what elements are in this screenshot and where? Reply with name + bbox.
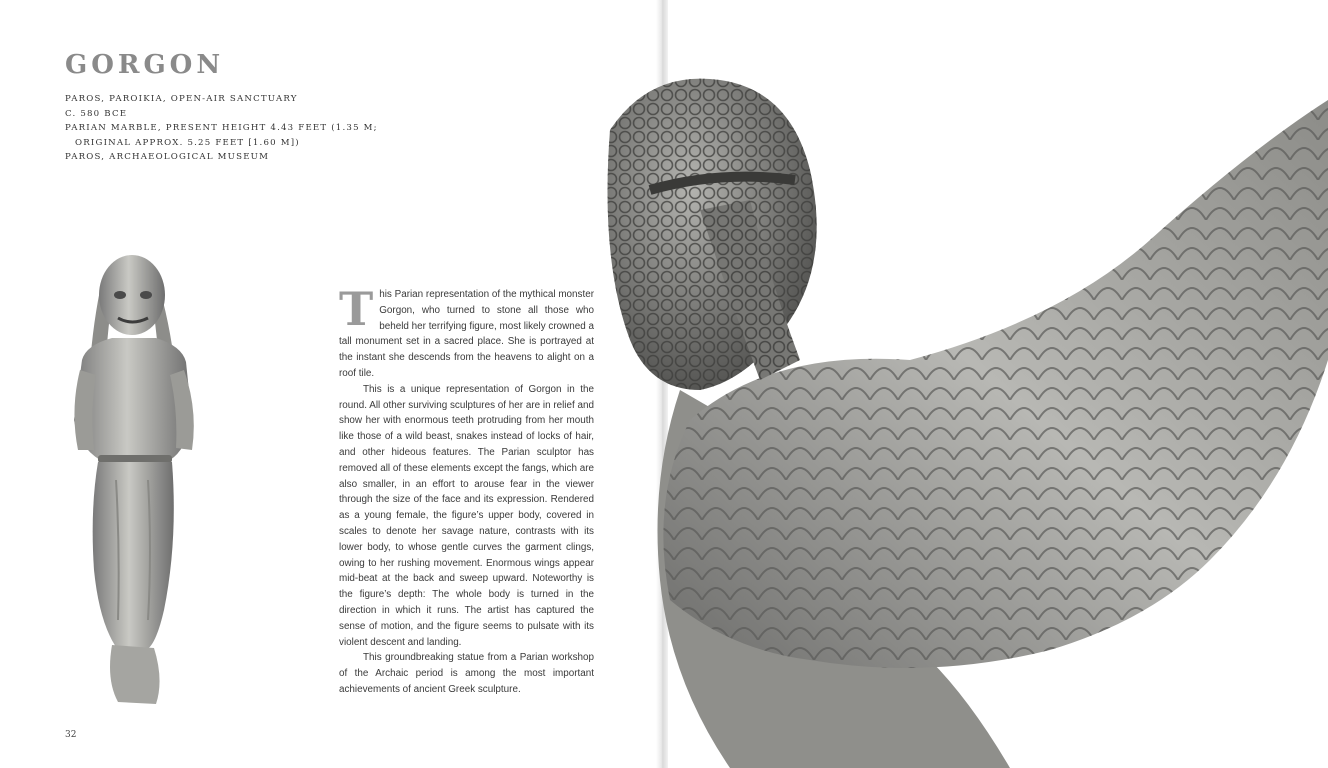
paragraph-2: This is a unique representation of Gorgon in the round. All other surviving sculptures of her are in relief and show her with enormous teeth protruding from her mouth like those of a wild beast, snakes instead of locks of hair, and other hideous features. The Parian sculptor has removed all of these elements except the fangs, which are also smaller, in an effort to arouse fear in the viewer through the size of the face and its expression. Rendered as a young female, the figure’s upper body, covered in scales to denote her savage nature, contrasts with its lower body, to whose gentle curves the garment clings, owing to her rushing movement. Enormous wings appear mid-beat at the back and sweep upward. Noteworthy is the figure’s depth: The whole body is turned in the direction in which it runs. The artist has captured the sense of motion, and the figure seems to pulsate with its violent descent and landing.: [339, 383, 594, 648]
artwork-metadata: [65, 92, 378, 165]
meta-material: PARIAN MARBLE, PRESENT HEIGHT 4.43 FEET (1.35 M;: [65, 123, 378, 134]
meta-location: PAROS, PAROIKIA, OPEN-AIR SANCTUARY: [65, 94, 298, 104]
article-body: [339, 282, 594, 698]
gorgon-wing-detail-image: [590, 60, 1328, 768]
page-number: 32: [65, 730, 77, 740]
meta-date: C. 580 BCE: [65, 108, 128, 119]
meta-museum: PAROS, ARCHAEOLOGICAL MUSEUM: [65, 152, 270, 163]
meta-original-height: ORIGINAL APPROX. 5.25 FEET [1.60 M]): [75, 137, 300, 148]
paragraph-1: [339, 282, 594, 382]
paragraph-1-text: his Parian representation of the mythical monster Gorgon, who turned to stone all those who beheld her terrifying figure, most likely crowned a tall monument set in a sacred place. She is portrayed at the instant she descends from the heavens to alight on a roof tile.: [339, 289, 594, 379]
page-title: GORGON: [65, 50, 225, 80]
statue-full-figure-image: [60, 250, 208, 708]
drop-cap: T: [339, 282, 374, 336]
paragraph-3: This groundbreaking statue from a Parian workshop of the Archaic period is among the most important achievements of ancient Greek sculpture.: [339, 652, 594, 695]
